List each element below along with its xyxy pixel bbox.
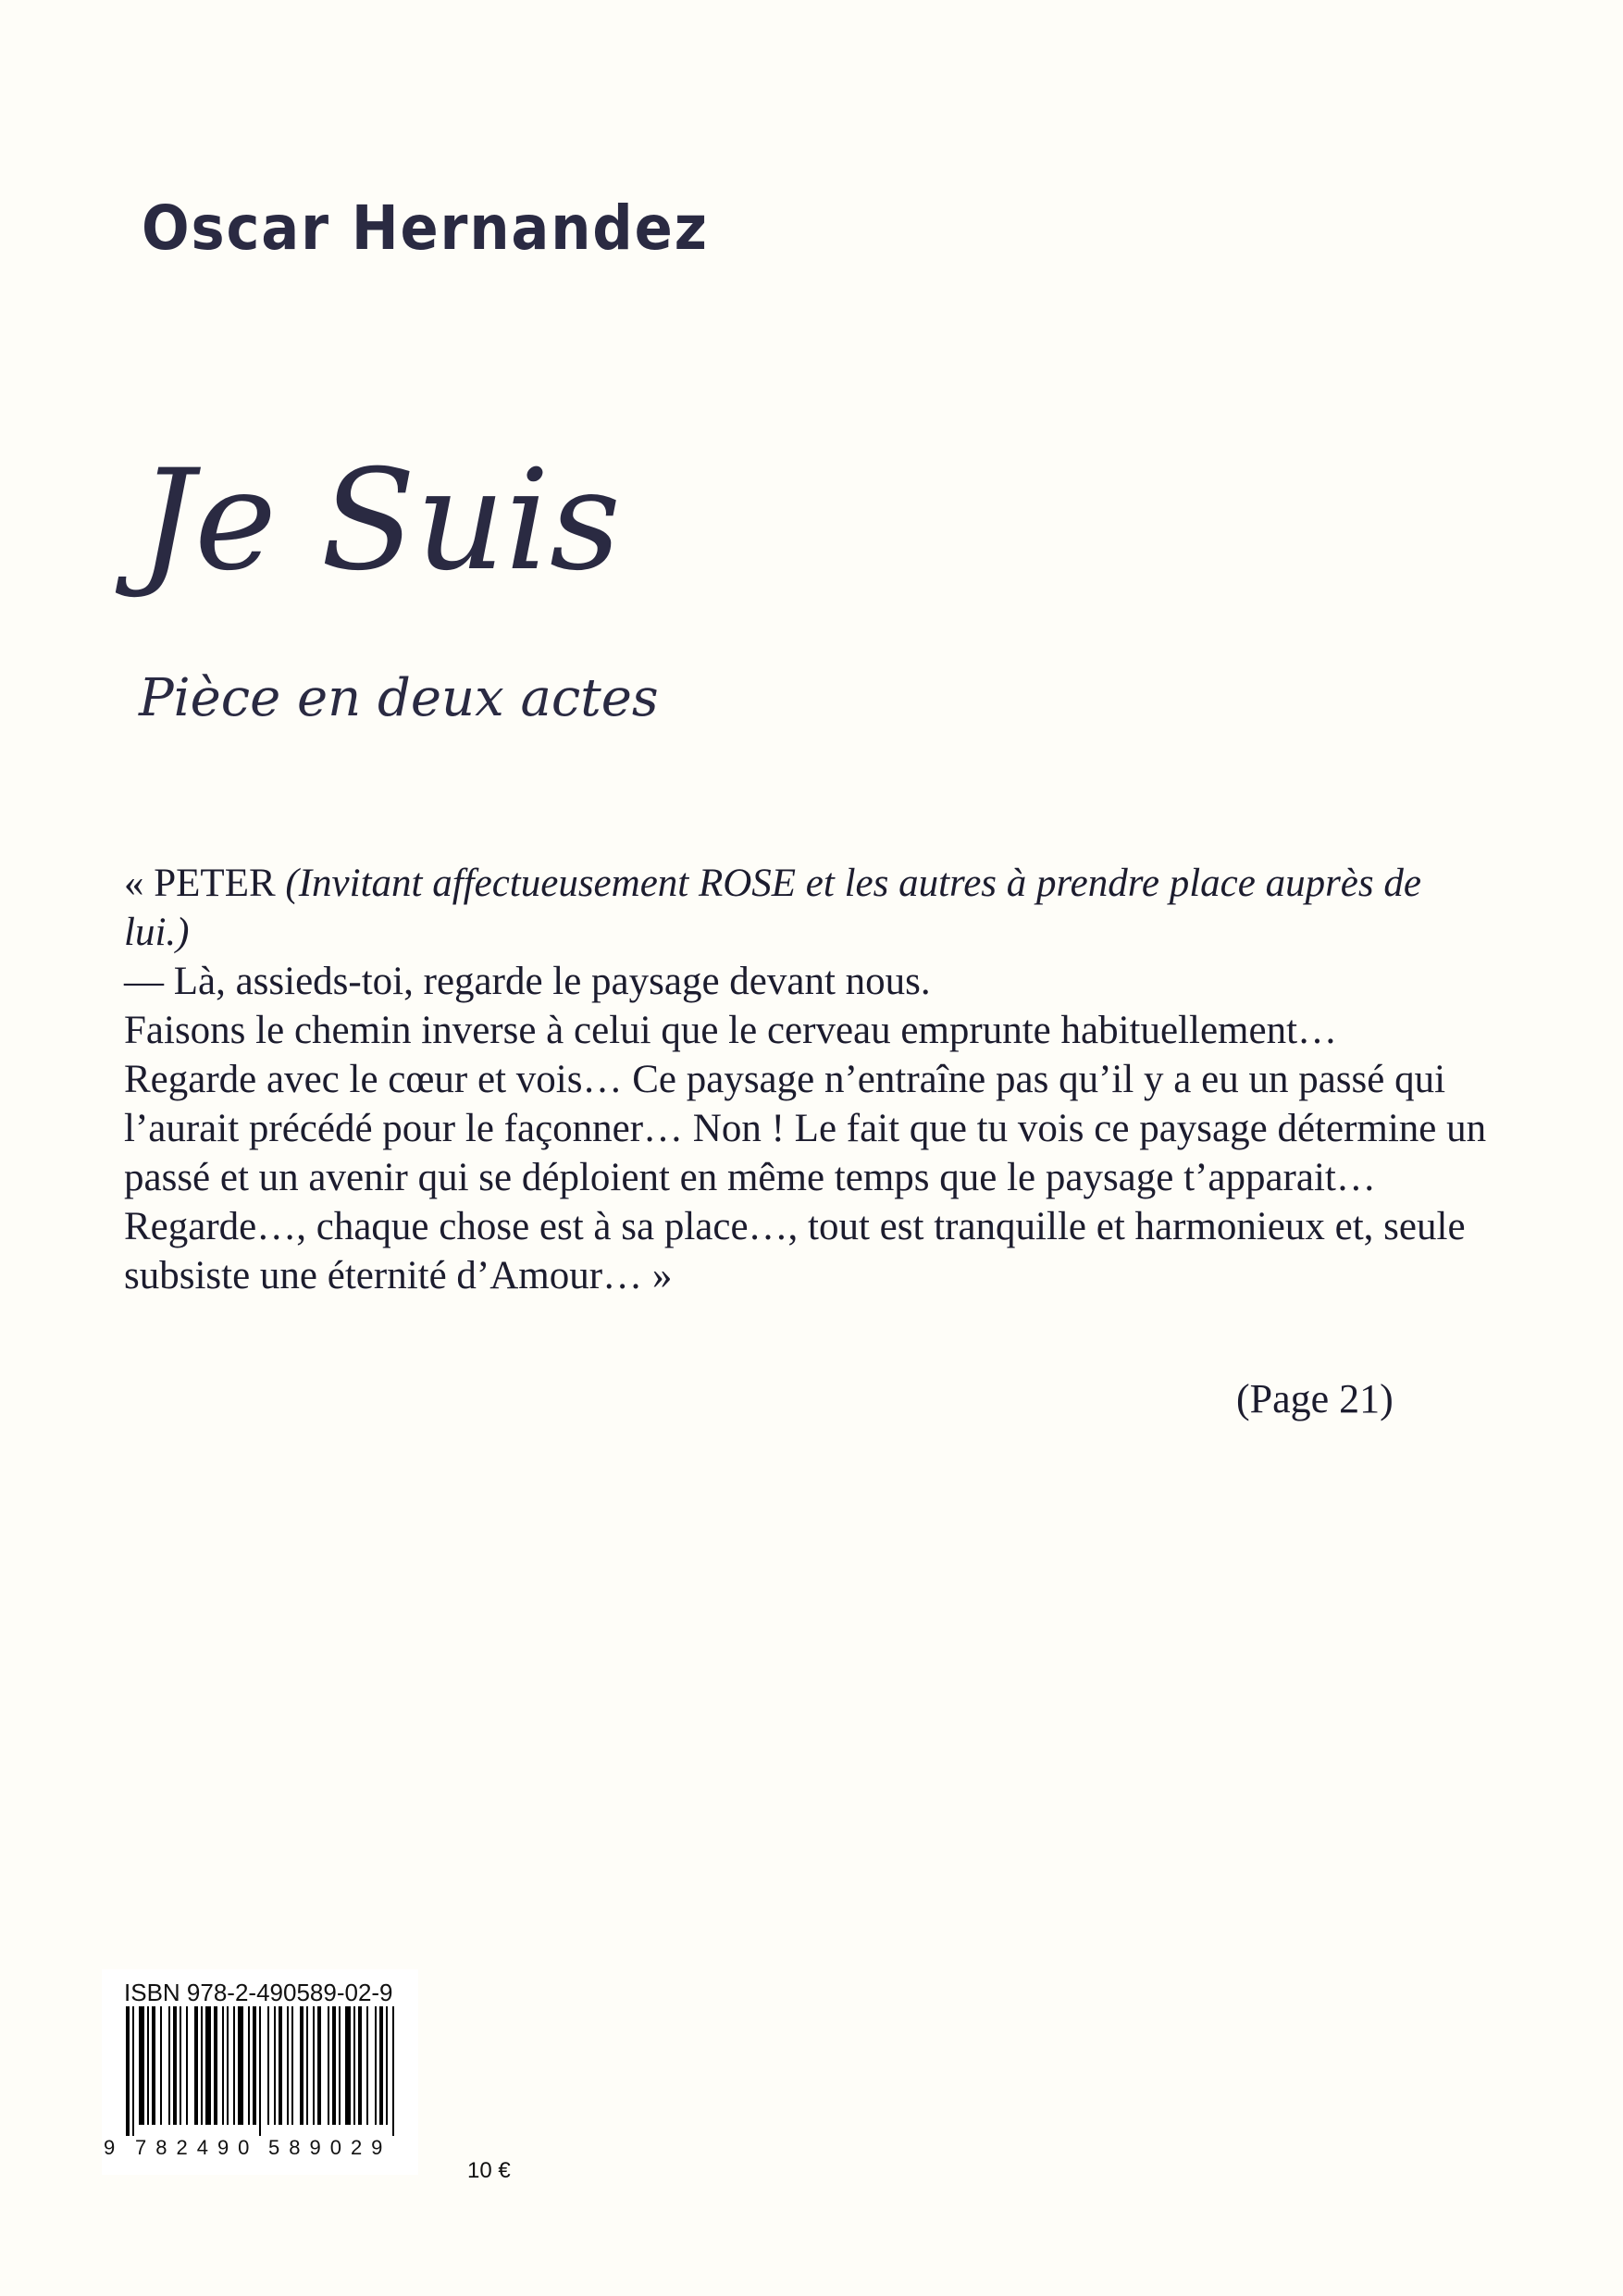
barcode-bar bbox=[173, 2006, 177, 2125]
barcode-bar bbox=[345, 2006, 351, 2125]
barcode-bar bbox=[313, 2006, 315, 2125]
open-quote: « bbox=[124, 862, 155, 905]
barcode-bar bbox=[306, 2006, 308, 2125]
barcode-bar bbox=[379, 2006, 383, 2125]
barcode-bar bbox=[152, 2006, 155, 2125]
barcode-bar bbox=[222, 2006, 224, 2125]
barcode-bar bbox=[386, 2006, 388, 2125]
barcode-bar bbox=[328, 2006, 329, 2125]
excerpt-line: Regarde avec le cœur et vois… Ce paysage n’entraîne pas qu’il y a eu un passé qui l’aurait précédé pour le façonner… Non ! Le fait que tu vois ce paysage détermine un passé et un avenir qui se déploient en même temps que le paysage t’apparait… bbox=[124, 1058, 1487, 1199]
barcode-bar bbox=[339, 2006, 341, 2125]
ean-first-digit: 9 bbox=[104, 2136, 125, 2159]
barcode-bar bbox=[132, 2006, 134, 2136]
barcode-bar bbox=[267, 2006, 269, 2125]
barcode-bar bbox=[317, 2006, 321, 2125]
ean-left-digits: 782490 bbox=[135, 2136, 259, 2159]
excerpt-line: Faisons le chemin inverse à celui que le cerveau emprunte habituellement… bbox=[124, 1009, 1338, 1052]
book-title: Je Suis bbox=[139, 441, 621, 602]
barcode-bar bbox=[332, 2006, 336, 2125]
barcode-bar bbox=[253, 2006, 256, 2125]
barcode-bar bbox=[201, 2006, 203, 2125]
barcode-bar bbox=[214, 2006, 217, 2125]
barcode-bar bbox=[291, 2006, 293, 2125]
barcode-bar bbox=[375, 2006, 377, 2125]
barcode-bar bbox=[233, 2006, 235, 2125]
barcode-bar bbox=[259, 2006, 261, 2136]
isbn-label: ISBN 978-2-490589-02-9 bbox=[124, 1979, 393, 2006]
barcode-bar bbox=[366, 2006, 368, 2125]
barcode-bar bbox=[300, 2006, 304, 2125]
stage-direction: (Invitant affectueusement ROSE et les autres à prendre place auprès de lui.) bbox=[124, 862, 1421, 954]
barcode-bar bbox=[205, 2006, 211, 2125]
book-subtitle: Pièce en deux actes bbox=[139, 668, 659, 728]
barcode-bar bbox=[126, 2006, 130, 2136]
excerpt-line: — Là, assieds-toi, regarde le paysage devant nous. bbox=[124, 960, 931, 1003]
excerpt-quote bbox=[124, 859, 1493, 1300]
barcode-bar bbox=[358, 2006, 362, 2125]
ean-right-digits: 589029 bbox=[268, 2136, 392, 2159]
author-name: Oscar Hernandez bbox=[142, 192, 709, 264]
barcode-icon bbox=[124, 2006, 402, 2136]
barcode-bar bbox=[353, 2006, 355, 2125]
barcode-bar bbox=[279, 2006, 282, 2125]
barcode-bar bbox=[274, 2006, 276, 2125]
barcode-bar bbox=[139, 2006, 144, 2125]
barcode-bar bbox=[227, 2006, 229, 2125]
barcode-bar bbox=[147, 2006, 149, 2125]
speaker-name: PETER bbox=[154, 862, 276, 905]
barcode-bar bbox=[238, 2006, 243, 2125]
barcode-bar bbox=[160, 2006, 162, 2125]
barcode-bar bbox=[168, 2006, 170, 2125]
excerpt-line: Regarde…, chaque chose est à sa place…, tout est tranquille et harmonieux et, seule subsiste une éternité d’Amour… » bbox=[124, 1205, 1466, 1297]
barcode-bar bbox=[194, 2006, 198, 2125]
barcode-bar bbox=[248, 2006, 250, 2125]
excerpt-intro bbox=[124, 859, 1493, 957]
page-reference: (Page 21) bbox=[1236, 1376, 1394, 1421]
price-label: 10 € bbox=[467, 2158, 511, 2183]
barcode-bar bbox=[392, 2006, 394, 2136]
barcode-bar bbox=[287, 2006, 289, 2125]
barcode-bar bbox=[186, 2006, 188, 2125]
barcode-bar bbox=[180, 2006, 181, 2125]
